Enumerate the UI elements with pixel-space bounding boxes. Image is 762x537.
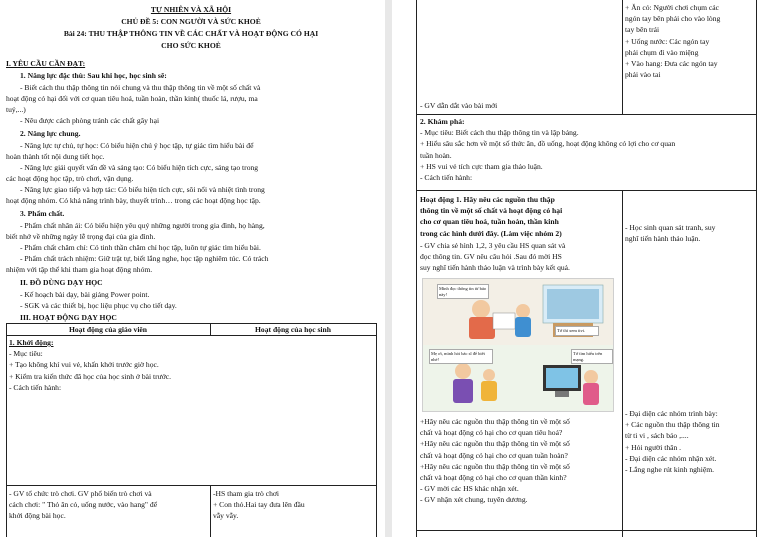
activity-1-title [420,194,620,239]
speech-bubble: Mình đọc thông tin từ báo này! [437,284,489,299]
start-line: - Mục tiêu: [9,349,43,359]
question-line: - GV mời các HS khác nhận xét. [420,484,519,494]
explore-line: + HS vui vẻ tích cực tham gia thảo luận. [420,161,543,171]
activity-title-line: Hoạt động 1. Hãy nêu các nguồn thu thập [420,195,555,204]
subject-title: TỰ NHIÊN VÀ XÃ HỘI [150,5,232,14]
speech-bubble: Tớ thì xem tivi. [555,326,599,336]
student-observation [625,222,755,244]
instruction-line: đọc thông tin. GV nêu câu hỏi .Sau đó mời HS [420,252,562,262]
table-header-student: Hoạt động của học sinh [255,325,331,334]
student-line: + Con thỏ.Hai tay đưa lên đầu [213,500,305,510]
game-line: + Uống nước: Các ngón tay [625,36,710,46]
question-line: chất và hoạt động có hại cho cơ quan tiêu hoá? [420,428,563,438]
game-instructions [625,2,755,80]
start-line: - Cách tiến hành: [9,382,62,392]
lesson-title-line-1: Bài 24: THU THẬP THÔNG TIN VỀ CÁC CHẤT VÀ HOẠT ĐỘNG CÓ HẠI [63,29,319,38]
speech-bubble: Tớ tìm hiểu trên mạng. [571,349,613,364]
table-header-teacher: Hoạt động của giáo viên [68,325,148,334]
start-line: + Tạo không khí vui vẻ, khấn khởi trước giờ học. [9,360,159,370]
teacher-lead-in: - GV dẫn dắt vào bài mới [420,101,498,110]
game-line: tay bên trái [625,25,660,35]
student-line: - Học sinh quan sát tranh, suy [625,223,716,232]
student-line: -HS tham gia trò chơi [213,489,280,498]
start-heading: 1. Khởi động: [9,338,54,347]
body-line: hoàn thành tốt nội dung tiết học. [6,152,105,161]
body-line: - Nêu được cách phòng tránh các chất gây hại [20,116,160,125]
start-line: + Kiểm tra kiến thức đã học của học sinh ở bài trước. [9,371,172,381]
explore-line: - Mục tiêu: Biết cách thu thập thông tin và lập bảng. [420,128,579,138]
question-line: chất và hoạt động có hại cho cơ quan tuần hoàn? [420,450,568,460]
body-line: - Năng lực giải quyết vấn đề và sáng tạo: Có biểu hiện tích cực, sáng tạo trong [20,163,259,172]
student-line: nghĩ tiến hành thảo luận. [625,234,701,244]
body-line: hoạt động có hại đối với cơ quan tiêu hoá, tuần hoàn, thần kinh( thuốc lá, rượu, ma [6,94,258,103]
body-line: - Phẩm chất chăm chỉ: Có tinh thần chăm chỉ học tập, luôn tự giác tìm hiểu bài. [20,243,261,252]
section-heading: I. YÊU CẦU CẦN ĐẠT: [6,59,86,68]
student-line: - Đại diện các nhóm nhận xét. [625,453,717,463]
speech-bubble: Mẹ ơi, mình hỏi bác sĩ để biết nhé! [429,349,493,364]
body-line: - Phẩm chất nhân ái: Có biểu hiện yêu quý những người trong gia đình, họ hàng, [20,221,265,230]
game-line: ngón tay bên phải cho vào lòng [625,14,721,24]
question-line: +Hãy nêu các nguồn thu thập thông tin về một số [420,461,570,471]
explore-line: - Cách tiến hành: [420,173,473,183]
student-cell [213,488,375,522]
game-line: phải chụm đi vào miệng [625,47,699,57]
start-section [9,337,373,393]
body-line: - Năng lực giao tiếp và hợp tác: Có biểu hiện tích cực, sôi nổi và nhiệt tình trong [20,185,265,194]
section-heading: III. HOẠT ĐỘNG DẠY HỌC [20,313,117,322]
subsection-heading: 3. Phẩm chất. [20,209,65,218]
body-line: - Biết cách thu thập thông tin nói chung và thu thập thông tin về một số chất và [20,83,261,92]
teacher-cell [9,488,209,522]
instruction-line: suy nghĩ tiến hành thảo luận và trình bày kết quả. [420,263,570,273]
game-line: phải vào tai [625,70,661,80]
activity-title-line: trong các hình dưới đây. (Làm việc nhóm 2) [420,228,562,238]
textbook-illustration [422,278,614,412]
explore-heading: 2. Khám phá: [420,117,465,126]
teacher-line: cách chơi: " Thỏ ăn cỏ, uống nước, vào hang" để [9,500,158,510]
lesson-title-line-2: CHO SỨC KHOẺ [161,41,221,50]
game-line: + Vào hang: Đưa các ngón tay [625,59,718,69]
student-line: vẫy vẫy. [213,511,239,521]
body-line: - SGK và các thiết bị, học liệu phục vụ cho tiết dạy. [20,301,177,310]
section-heading: II. ĐỒ DÙNG DẠY HỌC [20,278,103,287]
teacher-line: - GV tổ chức trò chơi. GV phổ biến trò chơi và [9,489,152,498]
body-line: - Phẩm chất trách nhiệm: Giữ trật tự, biết lắng nghe, học tập nghiêm túc. Có trách [20,254,269,263]
topic-title: CHỦ ĐỀ 5: CON NGƯỜI VÀ SỨC KHOẺ [121,17,261,26]
instruction-line: - GV chia sẻ hình 1,2, 3 yêu cầu HS quan sát và [420,241,566,250]
student-line: - Đại diện các nhóm trình bày: [625,409,718,418]
student-line: từ ti vi , sách báo ,.... [625,431,689,441]
body-line: - Năng lực tự chủ, tự học: Có biểu hiện chú ý học tập, tự giác tìm hiểu bài để [20,141,254,150]
question-line: chất và hoạt động có hại cho cơ quan thần kinh? [420,473,567,483]
explore-section [420,116,754,183]
explore-line: + Hiểu sâu sắc hơn về một số thức ăn, đồ uống, hoạt động không có lợi cho cơ quan [420,139,676,149]
student-line: + Các nguồn thu thập thông tin [625,420,720,430]
activity-title-line: cho cơ quan tiêu hoá, tuần hoàn, thần kinh [420,217,559,227]
body-line: nhiệm với tập thể khi tham gia hoạt động nhóm. [6,265,153,274]
right-page [392,0,762,537]
subsection-heading: 2. Năng lực chung. [20,129,81,138]
activity-title-line: thông tin về một số chất và hoạt động có hại [420,206,563,216]
question-line: +Hãy nêu các nguồn thu thập thông tin về một số [420,417,570,426]
subsection-heading: 1. Năng lực đặc thù: Sau khi học, học sinh sẽ: [20,71,167,80]
student-line: + Hỏi người thân . [625,442,682,452]
question-line: +Hãy nêu các nguồn thu thập thông tin về một số [420,439,570,449]
activity-1-instructions [420,240,620,274]
body-line: - Kế hoạch bài dạy, bài giảng Power point. [20,290,150,299]
discussion-questions [420,416,620,506]
body-line: các hoạt động học tập, trò chơi, vận dụng. [6,174,134,183]
teacher-line: khởi động bài học. [9,511,66,521]
question-line: - GV nhận xét chung, tuyên dương. [420,495,528,505]
explore-line: tuần hoàn. [420,150,452,160]
body-line: tuý,...) [6,105,26,114]
student-presentation [625,408,755,475]
student-line: - Lắng nghe rút kinh nghiệm. [625,465,714,475]
game-line: + Ăn cỏ: Người chơi chụm các [625,3,720,12]
body-line: hoạt động nhóm. Có khả năng trình bày, thuyết trình… trong các hoạt động học tập. [6,196,261,205]
body-line: biết nhớ về những ngày lễ trọng đại của gia đình. [6,232,156,241]
